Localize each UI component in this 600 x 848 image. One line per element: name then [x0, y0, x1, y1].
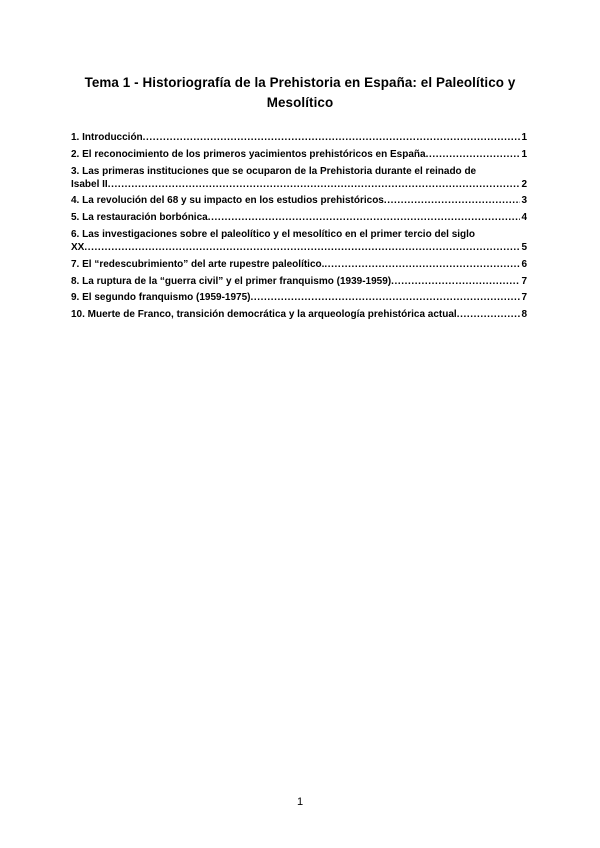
- dot-leader: [457, 308, 521, 321]
- dot-leader: [84, 241, 520, 254]
- toc-entry-text: 1. Introducción: [71, 132, 143, 143]
- toc-entry-text: 8. La ruptura de la “guerra civil” y el primer franquismo (1939-1959): [71, 275, 392, 287]
- toc-entry-8[interactable]: [71, 275, 527, 288]
- dot-leader: [324, 258, 520, 271]
- toc-entry-page: 7: [521, 292, 527, 304]
- toc-entry-7[interactable]: [71, 258, 527, 271]
- toc-entry-text: 10. Muerte de Franco, transición democrática y la arqueología prehistórica actual: [71, 309, 457, 321]
- toc-entry-text: 2. El reconocimiento de los primeros yacimientos prehistóricos en España: [71, 148, 426, 160]
- toc-entry-3[interactable]: [71, 165, 527, 191]
- toc-entry-1[interactable]: [71, 131, 527, 144]
- dot-leader: [208, 211, 521, 224]
- toc-entry-9[interactable]: [71, 291, 527, 304]
- toc-entry-page: 5: [521, 241, 527, 253]
- toc-entry-text: 5. La restauración borbónica: [71, 212, 208, 224]
- dot-leader: [384, 194, 521, 207]
- toc-entry-text: Isabel II: [71, 178, 108, 190]
- toc-entry-text-line1: 3. Las primeras instituciones que se ocuparon de la Prehistoria durante el reinado de: [71, 165, 477, 177]
- toc-entry-text-line1: 6. Las investigaciones sobre el paleolítico y el mesolítico en el primer tercio del siglo: [71, 228, 476, 240]
- toc-entry-page: 1: [521, 132, 527, 143]
- toc-entry-6[interactable]: [71, 228, 527, 254]
- dot-leader: [251, 291, 521, 304]
- toc-entry-text: 9. El segundo franquismo (1959-1975): [71, 292, 251, 304]
- toc-entry-text: 7. El “redescubrimiento” del arte rupestre paleolítico.: [71, 258, 325, 270]
- toc-entry-page: 3: [521, 195, 527, 207]
- toc-entry-text: 4. La revolución del 68 y su impacto en los estudios prehistóricos: [71, 195, 384, 207]
- document-title: Tema 1 - Historiografía de la Prehistoria en España: el Paleolítico y Mesolítico: [84, 75, 516, 110]
- toc-entry-page: 6: [521, 258, 527, 270]
- toc-entry-2[interactable]: [71, 148, 527, 161]
- toc-entry-4[interactable]: [71, 194, 527, 207]
- toc-entry-text: XX: [71, 241, 85, 253]
- toc-entry-page: 8: [521, 309, 527, 321]
- dot-leader: [426, 148, 521, 161]
- dot-leader: [108, 178, 521, 191]
- page-number: 1: [296, 796, 304, 808]
- toc-entry-page: 1: [521, 148, 527, 160]
- toc-entry-5[interactable]: [71, 211, 527, 224]
- toc-entry-10[interactable]: [71, 308, 527, 321]
- table-of-contents: [71, 131, 527, 325]
- toc-entry-page: 2: [521, 178, 527, 190]
- toc-entry-page: 7: [521, 275, 527, 287]
- dot-leader: [391, 275, 520, 288]
- toc-entry-page: 4: [521, 212, 527, 224]
- dot-leader: [143, 131, 521, 144]
